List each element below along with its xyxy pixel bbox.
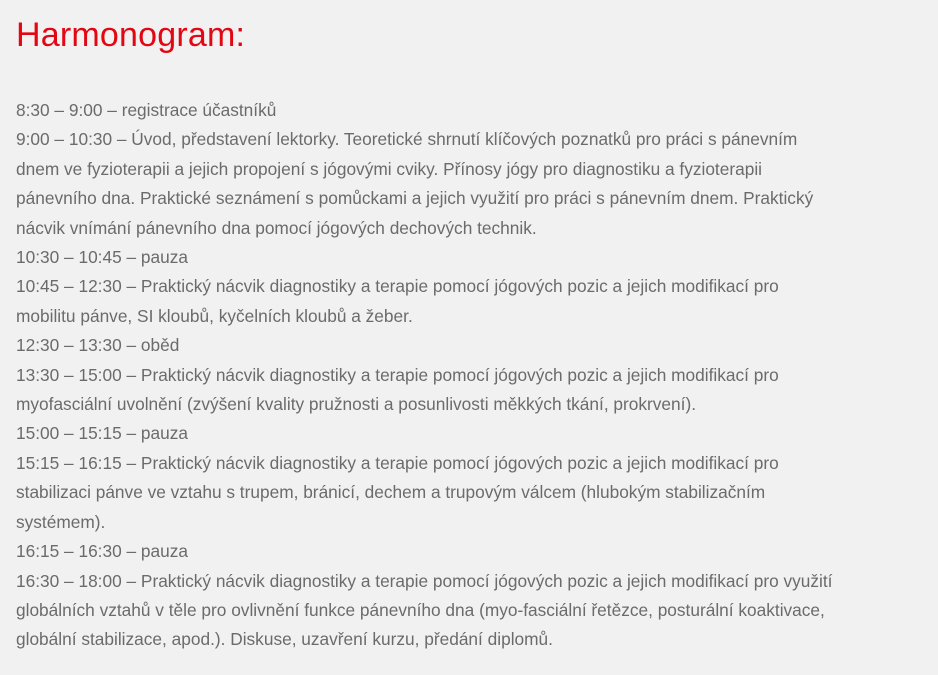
schedule-line: 13:30 – 15:00 – Praktický nácvik diagnostiky a terapie pomocí jógových pozic a jejich modifikací pro bbox=[16, 364, 779, 385]
schedule-line: systémem). bbox=[16, 511, 106, 532]
schedule-line: 15:15 – 16:15 – Praktický nácvik diagnostiky a terapie pomocí jógových pozic a jejich modifikací pro bbox=[16, 452, 779, 473]
schedule-line: globálních vztahů v těle pro ovlivnění funkce pánevního dna (myo-fasciální řetězce, posturální koaktivace, bbox=[16, 599, 825, 620]
schedule-line: pánevního dna. Praktické seznámení s pomůckami a jejich využití pro práci s pánevním dnem. Praktický bbox=[16, 188, 814, 209]
schedule-line: globální stabilizace, apod.). Diskuse, uzavření kurzu, předání diplomů. bbox=[16, 629, 553, 650]
schedule-line: dnem ve fyzioterapii a jejich propojení s jógovými cviky. Přínosy jógy pro diagnostiku a fyzioterapii bbox=[16, 158, 763, 179]
schedule-line: 15:00 – 15:15 – pauza bbox=[16, 423, 189, 444]
schedule-line: 9:00 – 10:30 – Úvod, představení lektorky. Teoretické shrnutí klíčových poznatků pro práci s pánevním bbox=[16, 129, 798, 150]
schedule-line: myofasciální uvolnění (zvýšení kvality pružnosti a posunlivosti měkkých tkání, prokrvení). bbox=[16, 394, 697, 415]
schedule-line: 10:45 – 12:30 – Praktický nácvik diagnostiky a terapie pomocí jógových pozic a jejich modifikací pro bbox=[16, 276, 779, 297]
schedule-line: 12:30 – 13:30 – oběd bbox=[16, 335, 180, 356]
schedule bbox=[16, 96, 928, 655]
schedule-line: stabilizaci pánve ve vztahu s trupem, bránicí, dechem a trupovým válcem (hlubokým stabilizačním bbox=[16, 482, 766, 503]
schedule-line: 8:30 – 9:00 – registrace účastníků bbox=[16, 100, 277, 120]
schedule-line: mobilitu pánve, SI kloubů, kyčelních kloubů a žeber. bbox=[16, 305, 413, 326]
page-title: Harmonogram: bbox=[16, 16, 246, 54]
schedule-line: nácvik vnímání pánevního dna pomocí jógových dechových technik. bbox=[16, 217, 537, 238]
schedule-line: 16:15 – 16:30 – pauza bbox=[16, 541, 189, 562]
schedule-line: 10:30 – 10:45 – pauza bbox=[16, 247, 189, 268]
schedule-line: 16:30 – 18:00 – Praktický nácvik diagnostiky a terapie pomocí jógových pozic a jejich modifikací pro využití bbox=[16, 570, 833, 591]
